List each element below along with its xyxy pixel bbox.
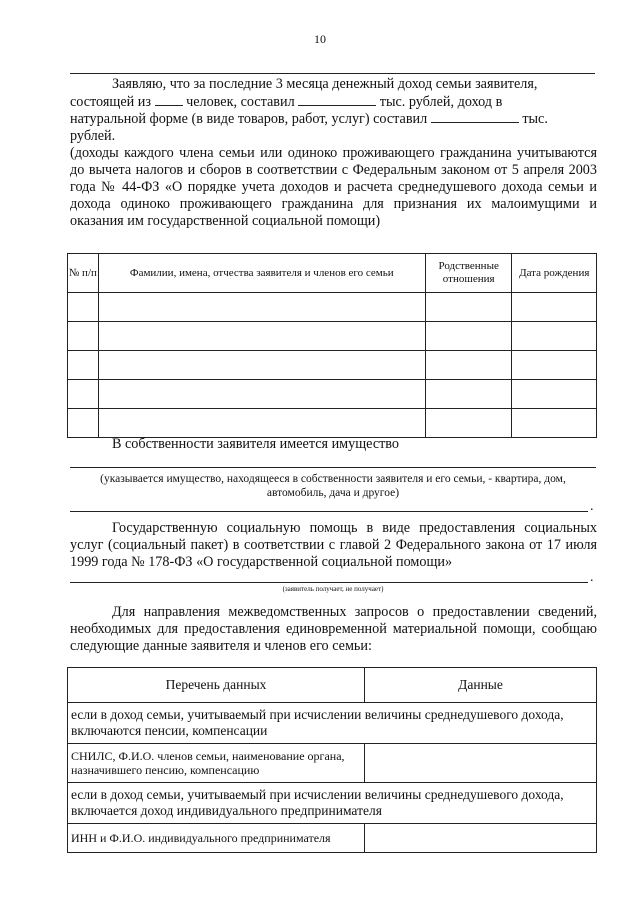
- pensions-condition: если в доход семьи, учитываемый при исчислении величины среднедушевого дохода, включаются пенсии, компенсации: [68, 703, 597, 744]
- natural-income-unit: тыс.: [522, 111, 548, 127]
- property-fill-line-2[interactable]: [70, 511, 588, 512]
- cell-number[interactable]: [68, 380, 99, 409]
- cell-relation[interactable]: [425, 351, 512, 380]
- table-row: [68, 380, 597, 409]
- income-note: (доходы каждого члена семьи или одиноко проживающего гражданина учитываются до вычета налогов и сборов в соответствии с Федеральным законом от 5 апреля 2003 года № 44-ФЗ «О порядке учета доходов и расчета среднедушевого дохода семьи и дохода одиноко проживающего гражданина для признания их малоимущими и оказания им государственной социальной помощи): [70, 145, 597, 229]
- family-members-table: [67, 253, 597, 438]
- income-statement-line3: [70, 111, 597, 128]
- data-table-header: [68, 668, 597, 703]
- cell-full-name[interactable]: [98, 409, 425, 438]
- property-end-punct: .: [590, 499, 594, 514]
- cell-number[interactable]: [68, 322, 99, 351]
- social-help-caption: (заявитель получает, не получает): [282, 585, 384, 593]
- cell-birth-date[interactable]: [512, 409, 597, 438]
- table-row: [68, 322, 597, 351]
- social-help-end-punct: .: [590, 570, 594, 585]
- income-statement-line2: [70, 94, 597, 111]
- cell-relation[interactable]: [425, 322, 512, 351]
- interagency-statement: Для направления межведомственных запросов о предоставлении сведений, необходимых для предоставления единовременной материальной помощи, сообщаю следующие данные заявителя и членов его семьи:: [70, 604, 597, 654]
- cell-birth-date[interactable]: [512, 351, 597, 380]
- cell-full-name[interactable]: [98, 322, 425, 351]
- natural-income-field[interactable]: [431, 111, 519, 123]
- table-row: [68, 409, 597, 438]
- cell-number[interactable]: [68, 351, 99, 380]
- page-number: 10: [314, 32, 326, 46]
- snils-label: СНИЛС, Ф.И.О. членов семьи, наименование органа, назначившего пенсию, компенсацию: [68, 744, 365, 783]
- header-data-list: Перечень данных: [68, 668, 365, 703]
- header-birth-date: Дата рождения: [512, 254, 597, 293]
- household-label: состоящей из: [70, 94, 151, 110]
- natural-income-label: натуральной форме (в виде товаров, работ, услуг) составил: [70, 111, 428, 127]
- property-caption: (указывается имущество, находящееся в собственности заявителя и его семьи, - квартира, дом, автомобиль, дача и другое): [100, 473, 566, 499]
- family-table-header: [68, 254, 597, 293]
- top-rule: [70, 73, 595, 74]
- cell-number[interactable]: [68, 293, 99, 322]
- income-statement-line1: Заявляю, что за последние 3 месяца денежный доход семьи заявителя,: [112, 76, 538, 92]
- cell-birth-date[interactable]: [512, 322, 597, 351]
- applicant-data-table: [67, 667, 597, 853]
- social-help-statement: Государственную социальную помощь в виде предоставления социальных услуг (социальный пакет) в соответствии с главой 2 Федерального закона от 17 июля 1999 года № 178-ФЗ «О государственной социальной помощи»: [70, 520, 597, 570]
- data-table-row-entrepreneur: [68, 783, 597, 824]
- persons-label: человек, составил: [186, 94, 295, 110]
- income-amount-field[interactable]: [298, 94, 376, 106]
- header-relation: Родственные отношения: [425, 254, 512, 293]
- data-table-row-snils: [68, 744, 597, 783]
- header-data-values: Данные: [365, 668, 597, 703]
- income-statement-line4: рублей.: [70, 128, 116, 144]
- cell-full-name[interactable]: [98, 351, 425, 380]
- inn-label: ИНН и Ф.И.О. индивидуального предпринимателя: [68, 824, 365, 853]
- table-row: [68, 293, 597, 322]
- entrepreneur-condition: если в доход семьи, учитываемый при исчислении величины среднедушевого дохода, включается доход индивидуального предпринимателя: [68, 783, 597, 824]
- header-number: № п/п: [68, 254, 99, 293]
- cell-relation[interactable]: [425, 409, 512, 438]
- inn-value[interactable]: [365, 824, 597, 853]
- property-fill-line[interactable]: [70, 467, 596, 468]
- cell-birth-date[interactable]: [512, 293, 597, 322]
- header-full-name: Фамилии, имена, отчества заявителя и членов его семьи: [98, 254, 425, 293]
- social-help-fill-line[interactable]: [70, 582, 588, 583]
- cell-full-name[interactable]: [98, 293, 425, 322]
- income-unit-label: тыс. рублей, доход в: [379, 94, 503, 110]
- data-table-row-inn: [68, 824, 597, 853]
- household-size-field[interactable]: [155, 94, 183, 106]
- cell-full-name[interactable]: [98, 380, 425, 409]
- table-row: [68, 351, 597, 380]
- cell-relation[interactable]: [425, 380, 512, 409]
- cell-number[interactable]: [68, 409, 99, 438]
- snils-value[interactable]: [365, 744, 597, 783]
- cell-birth-date[interactable]: [512, 380, 597, 409]
- cell-relation[interactable]: [425, 293, 512, 322]
- property-statement: В собственности заявителя имеется имущество: [112, 436, 400, 452]
- data-table-row-pensions: [68, 703, 597, 744]
